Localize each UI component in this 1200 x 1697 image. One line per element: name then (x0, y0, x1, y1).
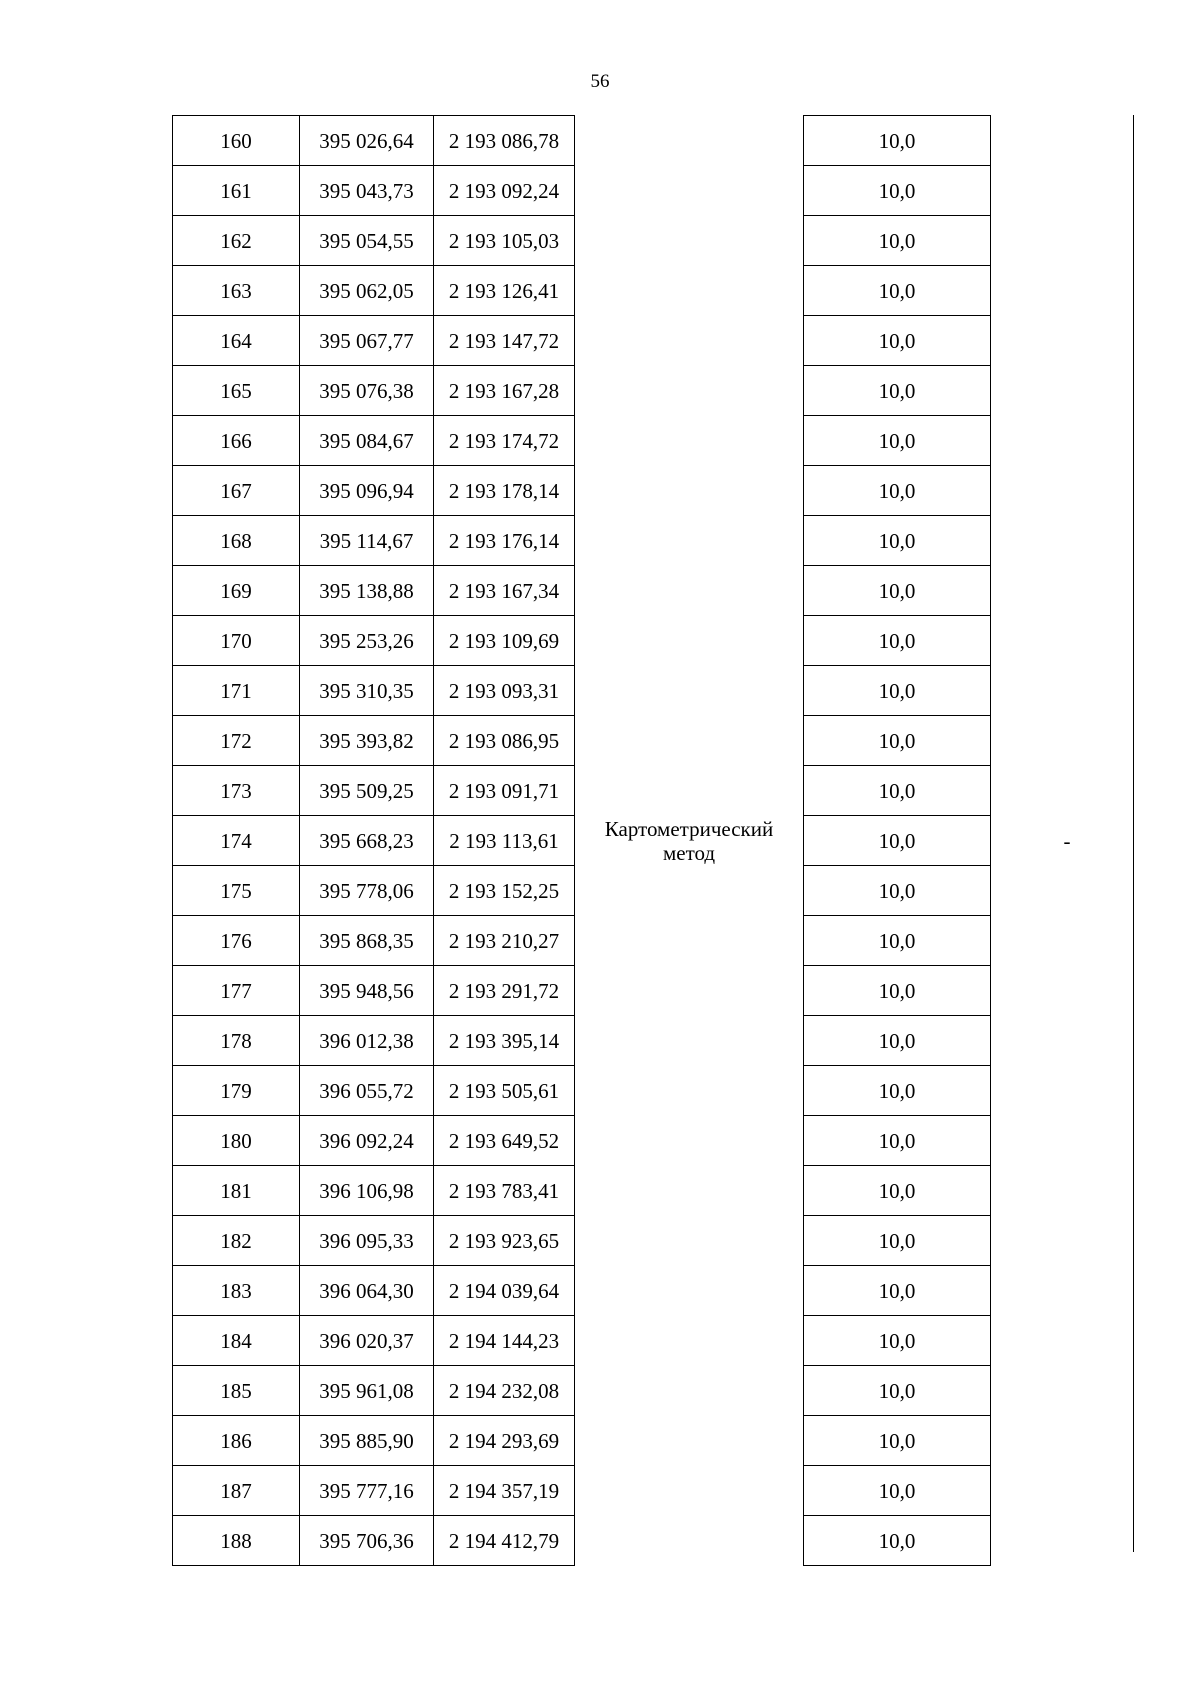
y-coordinate-cell: 2 193 126,41 (434, 266, 575, 316)
y-coordinate-cell: 2 193 105,03 (434, 216, 575, 266)
y-coordinate-cell: 2 193 210,27 (434, 916, 575, 966)
y-coordinate-cell: 2 194 039,64 (434, 1266, 575, 1316)
accuracy-cell: 10,0 (804, 966, 991, 1016)
point-number-cell: 186 (173, 1416, 300, 1466)
x-coordinate-cell: 395 026,64 (300, 116, 434, 166)
accuracy-cell: 10,0 (804, 416, 991, 466)
accuracy-cell: 10,0 (804, 1516, 991, 1566)
y-coordinate-cell: 2 193 783,41 (434, 1166, 575, 1216)
y-coordinate-cell: 2 193 086,95 (434, 716, 575, 766)
x-coordinate-cell: 395 310,35 (300, 666, 434, 716)
x-coordinate-cell: 395 948,56 (300, 966, 434, 1016)
point-number-cell: 176 (173, 916, 300, 966)
point-number-cell: 178 (173, 1016, 300, 1066)
y-coordinate-cell: 2 193 147,72 (434, 316, 575, 366)
y-coordinate-cell: 2 193 174,72 (434, 416, 575, 466)
accuracy-cell: 10,0 (804, 1266, 991, 1316)
y-coordinate-cell: 2 193 167,34 (434, 566, 575, 616)
x-coordinate-cell: 395 062,05 (300, 266, 434, 316)
accuracy-cell: 10,0 (804, 266, 991, 316)
x-coordinate-cell: 396 092,24 (300, 1116, 434, 1166)
point-number-cell: 165 (173, 366, 300, 416)
x-coordinate-cell: 395 668,23 (300, 816, 434, 866)
accuracy-cell: 10,0 (804, 666, 991, 716)
x-coordinate-cell: 396 095,33 (300, 1216, 434, 1266)
point-number-cell: 180 (173, 1116, 300, 1166)
accuracy-cell: 10,0 (804, 1216, 991, 1266)
point-number-cell: 170 (173, 616, 300, 666)
point-number-cell: 163 (173, 266, 300, 316)
x-coordinate-cell: 395 114,67 (300, 516, 434, 566)
y-coordinate-cell: 2 193 091,71 (434, 766, 575, 816)
y-coordinate-cell: 2 193 505,61 (434, 1066, 575, 1116)
x-coordinate-cell: 395 393,82 (300, 716, 434, 766)
accuracy-cell: 10,0 (804, 516, 991, 566)
y-coordinate-cell: 2 193 113,61 (434, 816, 575, 866)
point-number-cell: 188 (173, 1516, 300, 1566)
x-coordinate-cell: 396 106,98 (300, 1166, 434, 1216)
note-dash: - (1063, 828, 1071, 853)
y-coordinate-cell: 2 193 176,14 (434, 516, 575, 566)
accuracy-cell: 10,0 (804, 316, 991, 366)
accuracy-cell: 10,0 (804, 1016, 991, 1066)
point-number-cell: 175 (173, 866, 300, 916)
y-coordinate-cell: 2 193 092,24 (434, 166, 575, 216)
point-number-cell: 166 (173, 416, 300, 466)
y-coordinate-cell: 2 194 293,69 (434, 1416, 575, 1466)
method-label-line1: Картометрический (604, 816, 774, 841)
x-coordinate-cell: 396 020,37 (300, 1316, 434, 1366)
x-coordinate-cell: 395 868,35 (300, 916, 434, 966)
accuracy-cell: 10,0 (804, 716, 991, 766)
accuracy-cell: 10,0 (804, 166, 991, 216)
accuracy-cell: 10,0 (804, 466, 991, 516)
x-coordinate-cell: 395 509,25 (300, 766, 434, 816)
x-coordinate-cell: 395 138,88 (300, 566, 434, 616)
x-coordinate-cell: 395 067,77 (300, 316, 434, 366)
point-number-cell: 167 (173, 466, 300, 516)
x-coordinate-cell: 395 961,08 (300, 1366, 434, 1416)
accuracy-cell: 10,0 (804, 816, 991, 866)
accuracy-cell: 10,0 (804, 1466, 991, 1516)
point-number-cell: 169 (173, 566, 300, 616)
point-number-cell: 183 (173, 1266, 300, 1316)
x-coordinate-cell: 395 043,73 (300, 166, 434, 216)
point-number-cell: 174 (173, 816, 300, 866)
point-number-cell: 164 (173, 316, 300, 366)
coordinates-table (172, 115, 1133, 1566)
point-number-cell: 168 (173, 516, 300, 566)
x-coordinate-cell: 395 253,26 (300, 616, 434, 666)
accuracy-cell: 10,0 (804, 1316, 991, 1366)
point-number-cell: 171 (173, 666, 300, 716)
x-coordinate-cell: 395 706,36 (300, 1516, 434, 1566)
accuracy-cell: 10,0 (804, 916, 991, 966)
point-number-cell: 185 (173, 1366, 300, 1416)
accuracy-cell: 10,0 (804, 866, 991, 916)
table-row (173, 116, 1134, 166)
x-coordinate-cell: 396 064,30 (300, 1266, 434, 1316)
point-number-cell: 187 (173, 1466, 300, 1516)
y-coordinate-cell: 2 193 167,28 (434, 366, 575, 416)
accuracy-cell: 10,0 (804, 1366, 991, 1416)
y-coordinate-cell: 2 194 232,08 (434, 1366, 575, 1416)
point-number-cell: 177 (173, 966, 300, 1016)
coordinates-table-body (173, 116, 1134, 1566)
y-coordinate-cell: 2 194 412,79 (434, 1516, 575, 1566)
accuracy-cell: 10,0 (804, 1416, 991, 1466)
accuracy-cell: 10,0 (804, 116, 991, 166)
y-coordinate-cell: 2 193 923,65 (434, 1216, 575, 1266)
page-number: 56 (590, 71, 610, 92)
method-label-line2: метод (662, 840, 716, 865)
x-coordinate-cell: 395 096,94 (300, 466, 434, 516)
accuracy-cell: 10,0 (804, 216, 991, 266)
accuracy-cell: 10,0 (804, 1166, 991, 1216)
x-coordinate-cell: 395 084,67 (300, 416, 434, 466)
right-border-line (1133, 115, 1134, 1552)
y-coordinate-cell: 2 193 291,72 (434, 966, 575, 1016)
point-number-cell: 161 (173, 166, 300, 216)
y-coordinate-cell: 2 194 357,19 (434, 1466, 575, 1516)
x-coordinate-cell: 395 076,38 (300, 366, 434, 416)
accuracy-cell: 10,0 (804, 1066, 991, 1116)
point-number-cell: 160 (173, 116, 300, 166)
x-coordinate-cell: 395 778,06 (300, 866, 434, 916)
point-number-cell: 182 (173, 1216, 300, 1266)
y-coordinate-cell: 2 193 649,52 (434, 1116, 575, 1166)
note-cell (991, 116, 1134, 1566)
y-coordinate-cell: 2 193 093,31 (434, 666, 575, 716)
point-number-cell: 181 (173, 1166, 300, 1216)
point-number-cell: 162 (173, 216, 300, 266)
y-coordinate-cell: 2 193 395,14 (434, 1016, 575, 1066)
x-coordinate-cell: 396 055,72 (300, 1066, 434, 1116)
x-coordinate-cell: 395 885,90 (300, 1416, 434, 1466)
y-coordinate-cell: 2 193 152,25 (434, 866, 575, 916)
y-coordinate-cell: 2 193 109,69 (434, 616, 575, 666)
accuracy-cell: 10,0 (804, 766, 991, 816)
method-cell (575, 116, 804, 1566)
y-coordinate-cell: 2 194 144,23 (434, 1316, 575, 1366)
x-coordinate-cell: 395 054,55 (300, 216, 434, 266)
accuracy-cell: 10,0 (804, 566, 991, 616)
point-number-cell: 172 (173, 716, 300, 766)
point-number-cell: 173 (173, 766, 300, 816)
y-coordinate-cell: 2 193 178,14 (434, 466, 575, 516)
y-coordinate-cell: 2 193 086,78 (434, 116, 575, 166)
accuracy-cell: 10,0 (804, 616, 991, 666)
x-coordinate-cell: 396 012,38 (300, 1016, 434, 1066)
accuracy-cell: 10,0 (804, 366, 991, 416)
x-coordinate-cell: 395 777,16 (300, 1466, 434, 1516)
point-number-cell: 179 (173, 1066, 300, 1116)
point-number-cell: 184 (173, 1316, 300, 1366)
accuracy-cell: 10,0 (804, 1116, 991, 1166)
